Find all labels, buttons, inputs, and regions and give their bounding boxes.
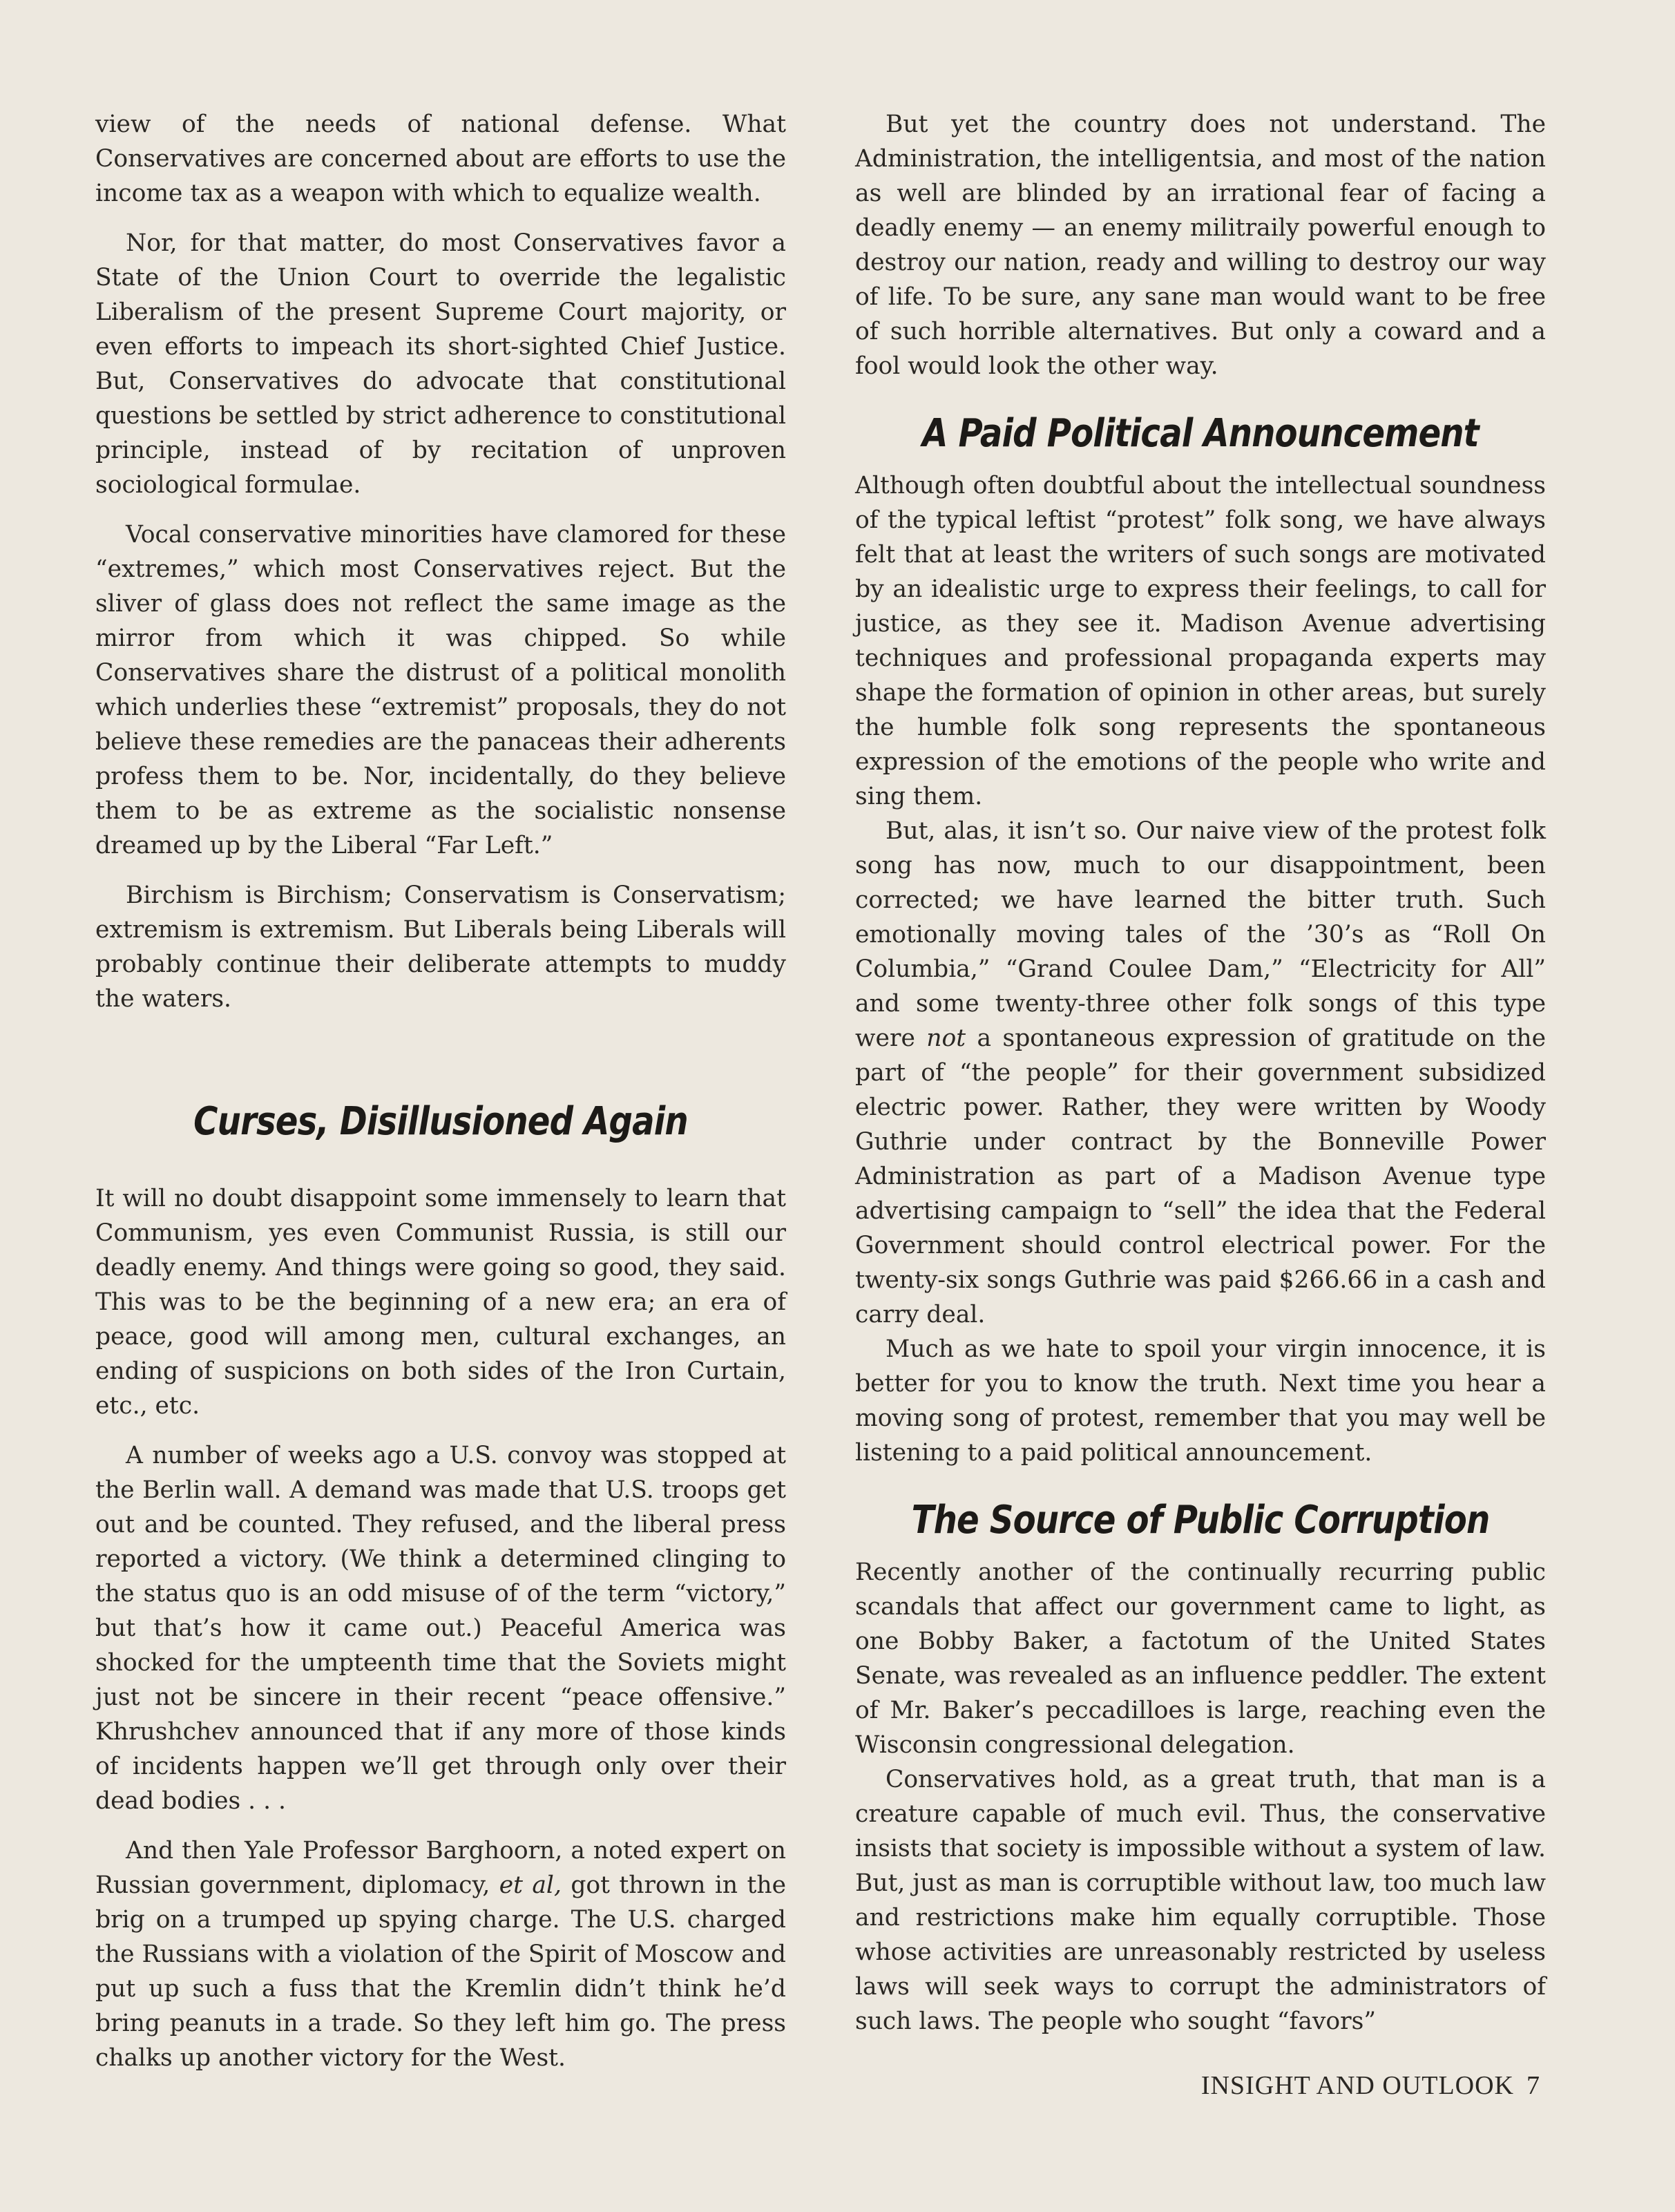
left-paragraph-3: Vocal conservative minorities have clamored for these “extremes,” which most Conservatives reject. But the sliver of glass does not reflect the same image as the mirror from which it was chipped. So while Conservatives share the distrust of a political monolith which underlies these “extremist” proposals, they do not believe these remedies are the panaceas their adherents profess them to be. Nor, incidentally, do they believe them to be as extreme as the socialistic nonsense dreamed up by the Liberal “Far Left.” (95, 521, 786, 859)
left-paragraph-1: view of the needs of national defense. What Conservatives are concerned about are efforts to use the income tax as a weapon with which to equalize wealth. (95, 111, 786, 207)
left-column (95, 107, 786, 2075)
right-paragraph-5: Recently another of the continually recurring public scandals that affect our government came to light, as one Bobby Baker, a factotum of the United States Senate, was revealed as an influence peddler. The extent of Mr. Baker’s peccadilloes is large, reaching even the Wisconsin congressional delegation. (855, 1558, 1546, 1759)
right-paragraph-6: Conservatives hold, as a great truth, that man is a creature capable of much evil. Thus, the conservative insists that society is impossible without a system of law. But, just as man is corruptible without law, too much law and restrictions make him equally corruptible. Those whose activities are unreasonably restricted by useless laws will seek ways to corrupt the administrators of such laws. The people who sought “favors” (855, 1766, 1546, 2035)
left-paragraph-7 (95, 1833, 786, 2075)
left-paragraph-6: A number of weeks ago a U.S. convoy was stopped at the Berlin wall. A demand was made that U.S. troops get out and be counted. They refused, and the liberal press reported a victory. (We think a determined clinging to the status quo is an odd misuse of of the term “victory,” but that’s how it came out.) Peaceful America was shocked for the umpteenth time that the Soviets might just not be sincere in their recent “peace offensive.” Khrushchev announced that if any more of those kinds of incidents happen we’ll get through only over their dead bodies . . . (95, 1442, 786, 1815)
left-paragraph-2: Nor, for that matter, do most Conservatives favor a State of the Union Court to override the legalistic Liberalism of the present Supreme Court majority, or even efforts to impeach its short-sighted Chief Justice. But, Conservatives do advocate that constitutional questions be settled by strict adherence to constitutional principle, instead of by recitation of unproven sociological formulae. (95, 229, 786, 499)
right-column (855, 107, 1546, 2039)
left-paragraph-5: It will no doubt disappoint some immensely to learn that Communism, yes even Communist Russia, is still our deadly enemy. And things were going so good, they said. This was to be the beginning of a new era; an era of peace, good will among men, cultural exchanges, an ending of suspicions on both sides of the Iron Curtain, etc., etc. (95, 1185, 786, 1420)
heading-curses-disillusioned-again: Curses, Disillusioned Again (193, 1099, 688, 1144)
right-paragraph-4: Much as we hate to spoil your virgin innocence, it is better for you to know the truth. Next time you hear a moving song of protest, remember that you may well be listening to a paid political announcement. (855, 1335, 1546, 1467)
right-paragraph-3-part-a: But, alas, it isn’t so. Our naive view of the protest folk song has now, much to our disappointment, been corrected; we have learned the bitter truth. Such emotionally moving tales of the ’30’s as “Roll On Columbia,” “Grand Coulee Dam,” “Electricity for All” and some twenty-three other folk songs of this type were (855, 817, 1546, 1052)
right-paragraph-2: Although often doubtful about the intellectual soundness of the typical leftist “protest” folk song, we have always felt that at least the writers of such songs are motivated by an idealistic urge to express their feelings, to call for justice, as they see it. Madison Avenue advertising techniques and professional propaganda experts may shape the formation of opinion in other areas, but surely the humble folk song represents the spontaneous expression of the emotions of the people who write and sing them. (855, 472, 1546, 810)
left-paragraph-4: Birchism is Birchism; Conservatism is Conservatism; extremism is extremism. But Liberals being Liberals will probably continue their deliberate attempts to muddy the waters. (95, 881, 786, 1013)
heading-paid-political-announcement: A Paid Political Announcement (922, 411, 1479, 456)
left-paragraph-7-italic: et al, (499, 1871, 562, 1899)
right-paragraph-3-part-b: a spontaneous expression of gratitude on the part of “the people” for their government subsidized electric power. Rather, they were written by Woody Guthrie under contract by the Bonneville Power Administration as part of a Madison Avenue type advertising campaign to “sell” the idea that the Federal Government should control electrical power. For the twenty-six songs Guthrie was paid $266.66 in a cash and carry deal. (855, 1024, 1547, 1328)
publication-name: INSIGHT AND OUTLOOK (1200, 2071, 1514, 2100)
right-paragraph-3-italic: not (926, 1024, 966, 1052)
heading-source-of-public-corruption: The Source of Public Corruption (911, 1498, 1490, 1543)
page-number: 7 (1526, 2071, 1540, 2100)
left-paragraph-7-part-a: And then Yale Professor Barghoorn, a noted expert on Russian government, diplomacy, (95, 1837, 786, 1899)
right-paragraph-3 (855, 814, 1546, 1332)
left-paragraph-7-part-b: got thrown in the brig on a trumped up spying charge. The U.S. charged the Russians with a violation of the Spirit of Moscow and put up such a fuss that the Kremlin didn’t think he’d bring peanuts in a trade. So they left him go. The press chalks up another victory for the West. (95, 1871, 786, 2072)
right-paragraph-1: But yet the country does not understand. The Administration, the intelligentsia, and most of the nation as well are blinded by an irrational fear of facing a deadly enemy — an enemy militraily powerful enough to destroy our nation, ready and willing to destroy our way of life. To be sure, any sane man would want to be free of such horrible alternatives. But only a coward and a fool would look the other way. (855, 111, 1546, 380)
page-footer (1201, 2070, 1540, 2101)
